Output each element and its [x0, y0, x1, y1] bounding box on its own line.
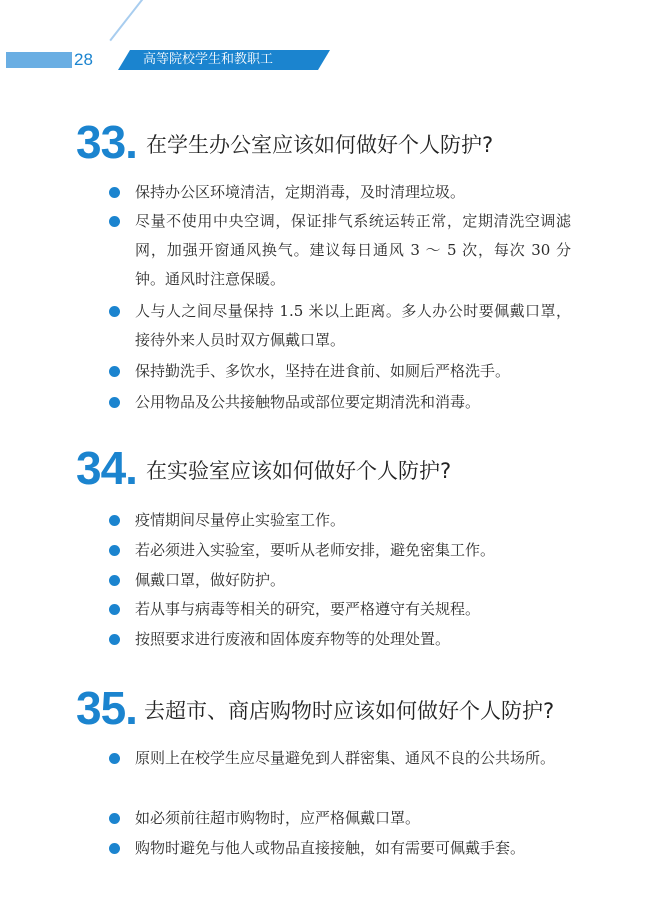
header-decoration-line — [109, 0, 151, 41]
question-number: 35. — [76, 682, 137, 734]
bullet-icon — [109, 366, 120, 377]
question-title: 在学生办公室应该如何做好个人防护? — [146, 133, 494, 157]
bullet-icon — [109, 397, 120, 408]
bullet-icon — [109, 545, 120, 556]
list-item-text: 原则上在校学生应尽量避免到人群密集、通风不良的公共场所。 — [135, 749, 556, 767]
question-number: 33. — [76, 116, 137, 168]
list-item-text: 佩戴口罩，做好防护。 — [135, 571, 286, 589]
bullet-icon — [109, 753, 120, 764]
list-item-text: 保持办公区环境清洁，定期消毒，及时清理垃圾。 — [135, 183, 466, 201]
bullet-icon — [109, 634, 120, 645]
question-title: 在实验室应该如何做好个人防护? — [146, 459, 452, 483]
bullet-icon — [109, 216, 120, 227]
list-item-text: 疫情期间尽量停止实验室工作。 — [135, 511, 346, 529]
bullet-icon — [109, 575, 120, 586]
page-number: 28 — [74, 50, 93, 69]
bullet-icon — [109, 515, 120, 526]
list-item-text: 若从事与病毒等相关的研究，要严格遵守有关规程。 — [135, 600, 481, 618]
running-title: 高等院校学生和教职工 — [143, 52, 274, 67]
bullet-icon — [109, 604, 120, 615]
bullet-icon — [109, 813, 120, 824]
bullet-icon — [109, 843, 120, 854]
list-item-text: 人与人之间尽量保持 1.5 米以上距离。多人办公时要佩戴口罩，接待外来人员时双方佩戴口罩。 — [135, 302, 571, 349]
list-item-text: 尽量不使用中央空调，保证排气系统运转正常，定期清洗空调滤网，加强开窗通风换气。建议每日通风 3 ～ 5 次，每次 30 分钟。通风时注意保暖。 — [135, 212, 571, 288]
list-item-text: 购物时避免与他人或物品直接接触，如有需要可佩戴手套。 — [135, 839, 526, 857]
bullet-icon — [109, 306, 120, 317]
list-item-text: 公用物品及公共接触物品或部位要定期清洗和消毒。 — [135, 393, 481, 411]
list-item-text: 按照要求进行废液和固体废弃物等的处理处置。 — [135, 630, 451, 648]
question-number: 34. — [76, 442, 137, 494]
bullet-icon — [109, 187, 120, 198]
list-item-text: 若必须进入实验室，要听从老师安排，避免密集工作。 — [135, 541, 496, 559]
list-item-text: 保持勤洗手、多饮水，坚持在进食前、如厕后严格洗手。 — [135, 362, 511, 380]
question-title: 去超市、商店购物时应该如何做好个人防护? — [144, 699, 555, 723]
header-accent-bar — [6, 52, 72, 68]
list-item-text: 如必须前往超市购物时，应严格佩戴口罩。 — [135, 809, 421, 827]
